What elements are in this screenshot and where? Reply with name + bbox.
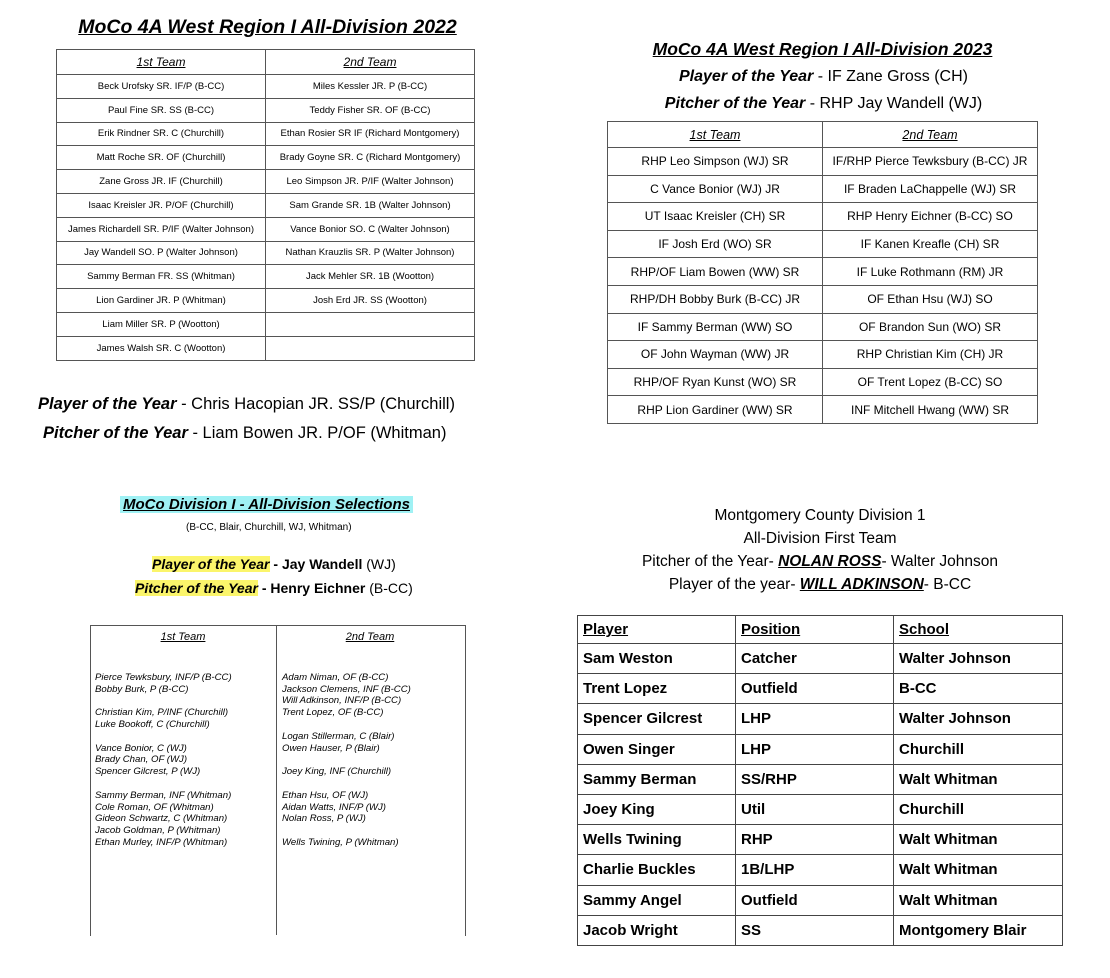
table-row bbox=[608, 313, 1038, 341]
player-cell: Owen Singer bbox=[578, 734, 736, 764]
list-gap bbox=[282, 778, 411, 790]
first-team-cell: Liam Miller SR. P (Wootton) bbox=[57, 312, 266, 336]
list-gap bbox=[282, 719, 411, 731]
school-cell: Walter Johnson bbox=[894, 704, 1063, 734]
list-item: Owen Hauser, P (Blair) bbox=[282, 742, 380, 754]
table-row bbox=[608, 341, 1038, 369]
school-cell: Walt Whitman bbox=[894, 855, 1063, 885]
panel-2023-pitcher-of-year: Pitcher of the Year - RHP Jay Wandell (WJ) bbox=[664, 95, 983, 112]
second-team-cell: RHP Henry Eichner (B-CC) SO bbox=[823, 203, 1038, 231]
table-row bbox=[578, 794, 1063, 824]
first-team-cell: Jay Wandell SO. P (Walter Johnson) bbox=[57, 241, 266, 265]
position-cell: Outfield bbox=[736, 885, 894, 915]
second-team-cell: IF Kanen Kreafle (CH) SR bbox=[823, 230, 1038, 258]
list-item: Pierce Tewksbury, INF/P (B-CC) bbox=[95, 671, 232, 683]
school-cell: Walt Whitman bbox=[894, 764, 1063, 794]
panel-2023-col-1st: 1st Team bbox=[608, 122, 823, 148]
position-cell: SS/RHP bbox=[736, 764, 894, 794]
second-team-cell: RHP Christian Kim (CH) JR bbox=[823, 341, 1038, 369]
position-cell: LHP bbox=[736, 734, 894, 764]
second-team-cell: OF Ethan Hsu (WJ) SO bbox=[823, 285, 1038, 313]
school-cell: B-CC bbox=[894, 674, 1063, 704]
panel-div1-player-of-year: Player of the Year - Jay Wandell (WJ) bbox=[152, 556, 396, 572]
panel-mc-player-of-year: Player of the year- WILL ADKINSON- B-CC bbox=[668, 576, 972, 593]
panel-div1-subtitle: (B-CC, Blair, Churchill, WJ, Whitman) bbox=[186, 522, 352, 533]
table-row bbox=[608, 175, 1038, 203]
first-team-cell: RHP/OF Liam Bowen (WW) SR bbox=[608, 258, 823, 286]
panel-div1-second-team-list bbox=[282, 660, 411, 849]
first-team-cell: UT Isaac Kreisler (CH) SR bbox=[608, 203, 823, 231]
panel-div1-pitcher-of-year: Pitcher of the Year - Henry Eichner (B-CC) bbox=[135, 580, 413, 596]
school-cell: Montgomery Blair bbox=[894, 915, 1063, 945]
player-cell: Sam Weston bbox=[578, 644, 736, 674]
second-team-cell bbox=[266, 312, 475, 336]
list-item: Nolan Ross, P (WJ) bbox=[282, 813, 366, 825]
table-row bbox=[57, 336, 475, 360]
position-cell: RHP bbox=[736, 825, 894, 855]
list-item: Wells Twining, P (Whitman) bbox=[282, 836, 399, 848]
player-cell: Joey King bbox=[578, 794, 736, 824]
table-row bbox=[608, 148, 1038, 176]
list-gap bbox=[282, 660, 411, 672]
first-team-cell: Zane Gross JR. IF (Churchill) bbox=[57, 170, 266, 194]
second-team-cell: Miles Kessler JR. P (B-CC) bbox=[266, 75, 475, 99]
second-team-cell: Leo Simpson JR. P/IF (Walter Johnson) bbox=[266, 170, 475, 194]
table-row bbox=[57, 122, 475, 146]
first-team-cell: Matt Roche SR. OF (Churchill) bbox=[57, 146, 266, 170]
list-item: Logan Stillerman, C (Blair) bbox=[282, 730, 395, 742]
first-team-cell: RHP Lion Gardiner (WW) SR bbox=[608, 396, 823, 424]
player-cell: Trent Lopez bbox=[578, 674, 736, 704]
second-team-cell: Nathan Krauzlis SR. P (Walter Johnson) bbox=[266, 241, 475, 265]
player-cell: Wells Twining bbox=[578, 825, 736, 855]
table-row bbox=[608, 230, 1038, 258]
first-team-cell: Sammy Berman FR. SS (Whitman) bbox=[57, 265, 266, 289]
table-row bbox=[57, 289, 475, 313]
panel-div1-column-divider bbox=[276, 625, 277, 935]
school-cell: Walt Whitman bbox=[894, 825, 1063, 855]
table-row bbox=[608, 285, 1038, 313]
second-team-cell: IF/RHP Pierce Tewksbury (B-CC) JR bbox=[823, 148, 1038, 176]
panel-2022-col-2nd: 2nd Team bbox=[266, 50, 475, 75]
table-row bbox=[57, 217, 475, 241]
table-row bbox=[57, 98, 475, 122]
list-item: Ethan Hsu, OF (WJ) bbox=[282, 789, 369, 801]
table-row bbox=[608, 396, 1038, 424]
second-team-cell: Brady Goyne SR. C (Richard Montgomery) bbox=[266, 146, 475, 170]
table-row bbox=[578, 734, 1063, 764]
position-cell: Catcher bbox=[736, 644, 894, 674]
player-cell: Spencer Gilcrest bbox=[578, 704, 736, 734]
first-team-cell: OF John Wayman (WW) JR bbox=[608, 341, 823, 369]
list-item: Aidan Watts, INF/P (WJ) bbox=[282, 801, 386, 813]
table-row bbox=[608, 203, 1038, 231]
school-cell: Churchill bbox=[894, 794, 1063, 824]
school-cell: Walter Johnson bbox=[894, 644, 1063, 674]
position-cell: LHP bbox=[736, 704, 894, 734]
first-team-cell: Beck Urofsky SR. IF/P (B-CC) bbox=[57, 75, 266, 99]
list-item: Adam Niman, OF (B-CC) bbox=[282, 671, 389, 683]
list-item: Cole Roman, OF (Whitman) bbox=[95, 801, 214, 813]
second-team-cell: OF Trent Lopez (B-CC) SO bbox=[823, 368, 1038, 396]
list-gap bbox=[95, 731, 232, 743]
panel-2022-pitcher-of-year: Pitcher of the Year - Liam Bowen JR. P/OF (Whitman) bbox=[43, 424, 447, 442]
table-row bbox=[578, 885, 1063, 915]
panel-mc-pitcher-of-year: Pitcher of the Year- NOLAN ROSS- Walter Johnson bbox=[641, 553, 999, 570]
first-team-cell: Paul Fine SR. SS (B-CC) bbox=[57, 98, 266, 122]
second-team-cell: Sam Grande SR. 1B (Walter Johnson) bbox=[266, 193, 475, 217]
list-item: Gideon Schwartz, C (Whitman) bbox=[95, 813, 228, 825]
panel-div1-title: MoCo Division I - All-Division Selections bbox=[120, 496, 413, 513]
list-item: Joey King, INF (Churchill) bbox=[282, 766, 392, 778]
table-row bbox=[578, 644, 1063, 674]
panel-mc-header-school: School bbox=[894, 616, 1063, 644]
panel-2022-table bbox=[56, 49, 475, 361]
player-cell: Sammy Berman bbox=[578, 764, 736, 794]
table-row bbox=[608, 258, 1038, 286]
table-row bbox=[608, 368, 1038, 396]
table-row bbox=[57, 312, 475, 336]
panel-2023-player-of-year: Player of the Year - IF Zane Gross (CH) bbox=[679, 68, 968, 85]
table-row bbox=[57, 193, 475, 217]
first-team-cell: RHP Leo Simpson (WJ) SR bbox=[608, 148, 823, 176]
player-cell: Sammy Angel bbox=[578, 885, 736, 915]
first-team-cell: C Vance Bonior (WJ) JR bbox=[608, 175, 823, 203]
player-cell: Charlie Buckles bbox=[578, 855, 736, 885]
panel-mc-heading-1: Montgomery County Division 1 bbox=[714, 507, 926, 524]
panel-div1-first-team-list bbox=[95, 660, 232, 849]
second-team-cell: IF Luke Rothmann (RM) JR bbox=[823, 258, 1038, 286]
table-row bbox=[57, 170, 475, 194]
school-cell: Churchill bbox=[894, 734, 1063, 764]
panel-div1-col-1st: 1st Team bbox=[160, 631, 206, 643]
second-team-cell: Teddy Fisher SR. OF (B-CC) bbox=[266, 98, 475, 122]
panel-2022-title: MoCo 4A West Region I All-Division 2022 bbox=[78, 16, 457, 38]
list-item: Luke Bookoff, C (Churchill) bbox=[95, 718, 210, 730]
second-team-cell: Ethan Rosier SR IF (Richard Montgomery) bbox=[266, 122, 475, 146]
first-team-cell: Lion Gardiner JR. P (Whitman) bbox=[57, 289, 266, 313]
table-row bbox=[578, 825, 1063, 855]
panel-mc-header-position: Position bbox=[736, 616, 894, 644]
table-row bbox=[578, 764, 1063, 794]
first-team-cell: RHP/DH Bobby Burk (B-CC) JR bbox=[608, 285, 823, 313]
table-row bbox=[57, 241, 475, 265]
table-row bbox=[57, 146, 475, 170]
list-gap bbox=[282, 825, 411, 837]
position-cell: SS bbox=[736, 915, 894, 945]
table-row bbox=[578, 704, 1063, 734]
panel-2022-col-1st: 1st Team bbox=[57, 50, 266, 75]
list-item: Bobby Burk, P (B-CC) bbox=[95, 683, 189, 695]
list-item: Jacob Goldman, P (Whitman) bbox=[95, 825, 221, 837]
panel-mc-table bbox=[577, 615, 1063, 946]
second-team-cell: Vance Bonior SO. C (Walter Johnson) bbox=[266, 217, 475, 241]
first-team-cell: James Walsh SR. C (Wootton) bbox=[57, 336, 266, 360]
table-row bbox=[57, 75, 475, 99]
list-item: Brady Chan, OF (WJ) bbox=[95, 754, 188, 766]
list-gap bbox=[95, 695, 232, 707]
list-item: Christian Kim, P/INF (Churchill) bbox=[95, 707, 229, 719]
second-team-cell: Jack Mehler SR. 1B (Wootton) bbox=[266, 265, 475, 289]
panel-2023-col-2nd: 2nd Team bbox=[823, 122, 1038, 148]
second-team-cell: INF Mitchell Hwang (WW) SR bbox=[823, 396, 1038, 424]
panel-2022-player-of-year: Player of the Year - Chris Hacopian JR. SS/P (Churchill) bbox=[38, 395, 455, 413]
list-item: Jackson Clemens, INF (B-CC) bbox=[282, 683, 411, 695]
list-item: Trent Lopez, OF (B-CC) bbox=[282, 707, 384, 719]
position-cell: Util bbox=[736, 794, 894, 824]
list-item: Ethan Murley, INF/P (Whitman) bbox=[95, 836, 228, 848]
second-team-cell: IF Braden LaChappelle (WJ) SR bbox=[823, 175, 1038, 203]
list-item: Sammy Berman, INF (Whitman) bbox=[95, 789, 232, 801]
position-cell: 1B/LHP bbox=[736, 855, 894, 885]
list-item: Will Adkinson, INF/P (B-CC) bbox=[282, 695, 402, 707]
first-team-cell: Erik Rindner SR. C (Churchill) bbox=[57, 122, 266, 146]
school-cell: Walt Whitman bbox=[894, 885, 1063, 915]
panel-2023-title: MoCo 4A West Region I All-Division 2023 bbox=[652, 39, 993, 59]
list-item: Vance Bonior, C (WJ) bbox=[95, 742, 187, 754]
list-gap bbox=[282, 754, 411, 766]
list-gap bbox=[95, 778, 232, 790]
panel-2023-table bbox=[607, 121, 1038, 424]
list-item: Spencer Gilcrest, P (WJ) bbox=[95, 766, 201, 778]
second-team-cell bbox=[266, 336, 475, 360]
panel-mc-header-player: Player bbox=[578, 616, 736, 644]
first-team-cell: Isaac Kreisler JR. P/OF (Churchill) bbox=[57, 193, 266, 217]
list-gap bbox=[95, 660, 232, 672]
first-team-cell: IF Sammy Berman (WW) SO bbox=[608, 313, 823, 341]
table-row bbox=[578, 915, 1063, 945]
first-team-cell: RHP/OF Ryan Kunst (WO) SR bbox=[608, 368, 823, 396]
table-row bbox=[578, 674, 1063, 704]
second-team-cell: OF Brandon Sun (WO) SR bbox=[823, 313, 1038, 341]
panel-mc-heading-2: All-Division First Team bbox=[743, 530, 897, 547]
first-team-cell: James Richardell SR. P/IF (Walter Johnson) bbox=[57, 217, 266, 241]
panel-div1-col-2nd: 2nd Team bbox=[345, 631, 395, 643]
position-cell: Outfield bbox=[736, 674, 894, 704]
second-team-cell: Josh Erd JR. SS (Wootton) bbox=[266, 289, 475, 313]
table-row bbox=[578, 855, 1063, 885]
player-cell: Jacob Wright bbox=[578, 915, 736, 945]
first-team-cell: IF Josh Erd (WO) SR bbox=[608, 230, 823, 258]
table-row bbox=[57, 265, 475, 289]
